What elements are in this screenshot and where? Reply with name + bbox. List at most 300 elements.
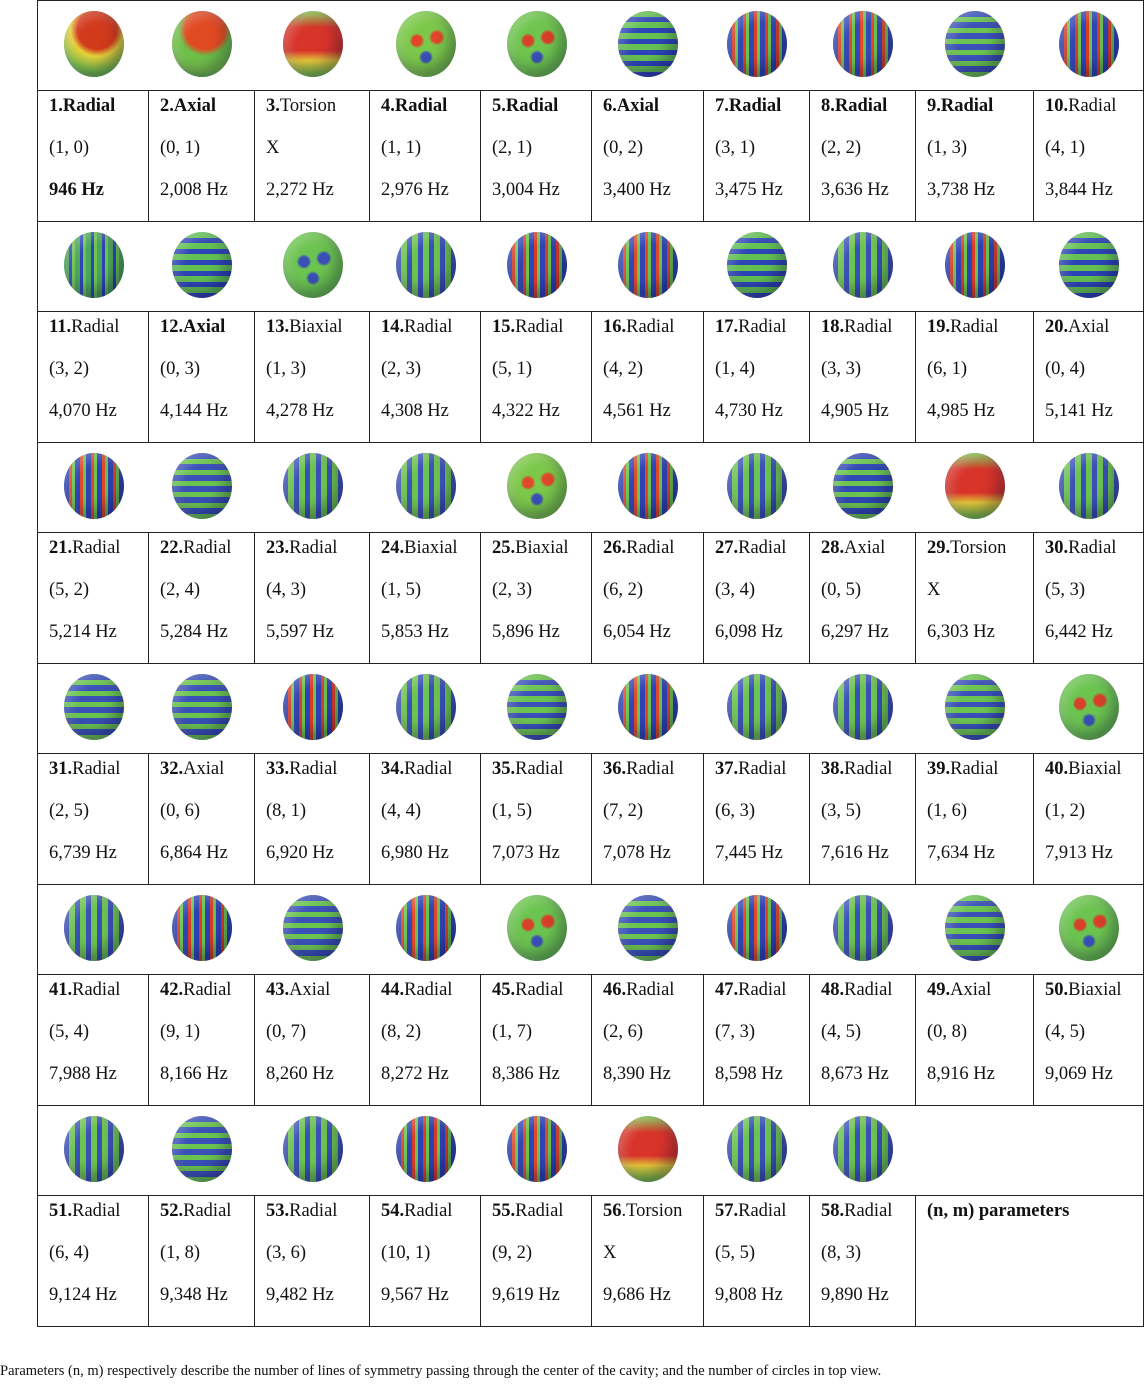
mode-shape-image: [945, 674, 1005, 740]
mode-frequency: 8,166 Hz: [160, 1064, 228, 1084]
mode-cell: [255, 975, 370, 1106]
mode-frequency: 6,864 Hz: [160, 843, 228, 863]
mode-parameters: (4, 5): [1045, 1022, 1086, 1042]
mode-frequency: 7,445 Hz: [715, 843, 783, 863]
mode-shape-image: [283, 453, 343, 519]
image-row: [38, 885, 1144, 975]
mode-cell: [1034, 533, 1144, 664]
mode-frequency: 9,619 Hz: [492, 1285, 560, 1305]
mode-title: [160, 754, 254, 796]
mode-frequency: 5,214 Hz: [49, 622, 117, 642]
mode-cell: [810, 533, 916, 664]
mode-title: [381, 754, 480, 796]
mode-cell: [810, 754, 916, 885]
mode-cell: [149, 754, 255, 885]
mode-cell: [38, 533, 149, 664]
mode-frequency: 9,124 Hz: [49, 1285, 117, 1305]
mode-shape-image-strip: [38, 1, 1144, 91]
mode-title: [715, 533, 809, 575]
mode-cell: [149, 312, 255, 443]
mode-shape-image: [507, 232, 567, 298]
mode-shape-image: [172, 1116, 232, 1182]
mode-cell: [592, 533, 704, 664]
mode-title: [821, 975, 915, 1017]
mode-shape-image: [618, 453, 678, 519]
mode-parameters: (0, 1): [160, 138, 201, 158]
mode-type: Radial: [738, 1201, 787, 1221]
mode-shape-image: [945, 453, 1005, 519]
mode-frequency: 9,567 Hz: [381, 1285, 449, 1305]
mode-frequency: 946 Hz: [49, 180, 104, 200]
mode-type: Radial: [834, 96, 888, 116]
mode-cell: [370, 533, 481, 664]
mode-frequency: 2,008 Hz: [160, 180, 228, 200]
mode-cell: [916, 533, 1034, 664]
mode-type: Radial: [844, 759, 893, 779]
mode-type: Radial: [1068, 96, 1117, 116]
mode-shapes-table: [37, 0, 1144, 1327]
mode-parameters: (8, 3): [821, 1243, 862, 1263]
image-row: [38, 222, 1144, 312]
mode-type: Radial: [515, 980, 564, 1000]
mode-shape-image: [507, 1116, 567, 1182]
mode-number: 9.: [927, 96, 941, 116]
mode-parameters: (0, 4): [1045, 359, 1086, 379]
mode-title: [266, 754, 369, 796]
mode-number: 18.: [821, 317, 845, 337]
mode-number: 23.: [266, 538, 290, 558]
mode-number: 47.: [715, 980, 739, 1000]
mode-type: Radial: [394, 96, 448, 116]
mode-shape-image: [1059, 674, 1119, 740]
mode-parameters: (5, 1): [492, 359, 533, 379]
mode-title: [492, 754, 591, 796]
mode-type: Radial: [71, 317, 120, 337]
mode-type: Radial: [404, 980, 453, 1000]
mode-cell: [149, 1196, 255, 1327]
mode-type: Radial: [505, 96, 559, 116]
mode-frequency: 8,386 Hz: [492, 1064, 560, 1084]
mode-parameters: (8, 2): [381, 1022, 422, 1042]
mode-number: 56: [603, 1201, 622, 1221]
mode-frequency: 6,054 Hz: [603, 622, 671, 642]
mode-type: Radial: [515, 317, 564, 337]
mode-number: 36.: [603, 759, 627, 779]
mode-type: Radial: [844, 1201, 893, 1221]
mode-frequency: 7,913 Hz: [1045, 843, 1113, 863]
mode-title: [927, 754, 1033, 796]
mode-cell: [370, 1196, 481, 1327]
mode-title: [160, 1196, 254, 1238]
mode-frequency: 4,308 Hz: [381, 401, 449, 421]
mode-number: 34.: [381, 759, 405, 779]
mode-number: 24.: [381, 538, 405, 558]
mode-shape-image: [396, 1116, 456, 1182]
mode-shape-image: [945, 11, 1005, 77]
mode-type: Radial: [404, 317, 453, 337]
mode-title: [49, 312, 148, 354]
mode-frequency: 9,069 Hz: [1045, 1064, 1113, 1084]
mode-number: 27.: [715, 538, 739, 558]
mode-shape-image: [172, 453, 232, 519]
mode-shape-image: [833, 453, 893, 519]
mode-cell: [704, 91, 810, 222]
mode-parameters: X: [266, 138, 280, 158]
mode-shape-image: [172, 895, 232, 961]
mode-number: 52.: [160, 1201, 184, 1221]
mode-cell: [592, 91, 704, 222]
mode-number: 26.: [603, 538, 627, 558]
mode-parameters: (4, 3): [266, 580, 307, 600]
mode-title: [160, 91, 254, 133]
mode-cell: [1034, 975, 1144, 1106]
mode-cell: [704, 533, 810, 664]
mode-frequency: 5,853 Hz: [381, 622, 449, 642]
mode-number: 38.: [821, 759, 845, 779]
image-row: [38, 1106, 1144, 1196]
mode-shape-image: [283, 1116, 343, 1182]
mode-shape-image: [618, 11, 678, 77]
mode-parameters: (1, 6): [927, 801, 968, 821]
mode-frequency: 3,636 Hz: [821, 180, 889, 200]
mode-number: 32.: [160, 759, 184, 779]
mode-type: Radial: [183, 1201, 232, 1221]
mode-frequency: 6,303 Hz: [927, 622, 995, 642]
mode-number: 40.: [1045, 759, 1069, 779]
mode-frequency: 7,073 Hz: [492, 843, 560, 863]
mode-cell: [916, 91, 1034, 222]
mode-title: [821, 312, 915, 354]
mode-frequency: 9,686 Hz: [603, 1285, 671, 1305]
mode-number: 1.: [49, 96, 63, 116]
mode-number: 37.: [715, 759, 739, 779]
mode-number: 42.: [160, 980, 184, 1000]
mode-shape-image: [618, 895, 678, 961]
mode-shape-image: [172, 674, 232, 740]
mode-title: [603, 91, 703, 133]
mode-title: [603, 754, 703, 796]
mode-number: 3.: [266, 96, 280, 116]
mode-shape-image: [507, 11, 567, 77]
mode-type: Biaxial: [404, 538, 458, 558]
mode-parameters: (5, 4): [49, 1022, 90, 1042]
mode-parameters: (3, 6): [266, 1243, 307, 1263]
mode-parameters: (2, 1): [492, 138, 533, 158]
mode-parameters: (6, 4): [49, 1243, 90, 1263]
mode-parameters: (4, 2): [603, 359, 644, 379]
mode-shape-image: [507, 895, 567, 961]
mode-number: 17.: [715, 317, 739, 337]
mode-shape-image: [833, 1116, 893, 1182]
mode-type: Radial: [1068, 538, 1117, 558]
mode-title: [492, 975, 591, 1017]
mode-frequency: 8,390 Hz: [603, 1064, 671, 1084]
mode-number: 51.: [49, 1201, 73, 1221]
mode-title: [49, 1196, 148, 1238]
mode-title: [266, 1196, 369, 1238]
mode-title: [49, 533, 148, 575]
mode-cell: [370, 312, 481, 443]
mode-cell: [481, 533, 592, 664]
mode-shape-image: [833, 674, 893, 740]
mode-parameters: (1, 4): [715, 359, 756, 379]
mode-cell: [38, 91, 149, 222]
mode-number: 19.: [927, 317, 951, 337]
mode-title: [715, 975, 809, 1017]
mode-type: Radial: [738, 317, 787, 337]
mode-parameters: (3, 4): [715, 580, 756, 600]
mode-cell: [1034, 312, 1144, 443]
mode-number: 10.: [1045, 96, 1069, 116]
mode-frequency: 2,976 Hz: [381, 180, 449, 200]
mode-title: [49, 975, 148, 1017]
mode-title: [381, 312, 480, 354]
mode-number: 39.: [927, 759, 951, 779]
mode-type: Radial: [844, 317, 893, 337]
mode-cell: [255, 312, 370, 443]
mode-type: Torsion: [950, 538, 1007, 558]
mode-type: Axial: [844, 538, 886, 558]
mode-frequency: 4,730 Hz: [715, 401, 783, 421]
mode-type: Axial: [183, 317, 226, 337]
image-row: [38, 1, 1144, 91]
mode-type: Radial: [289, 759, 338, 779]
mode-type: Radial: [738, 538, 787, 558]
mode-parameters: (9, 2): [492, 1243, 533, 1263]
mode-shape-image: [1059, 453, 1119, 519]
mode-type: Radial: [940, 96, 994, 116]
label-row: [38, 975, 1144, 1106]
mode-title: [927, 533, 1033, 575]
mode-shape-image: [727, 453, 787, 519]
mode-number: 31.: [49, 759, 73, 779]
mode-title: [266, 312, 369, 354]
mode-type: Biaxial: [289, 317, 343, 337]
mode-number: 28.: [821, 538, 845, 558]
legend-label: (n, m) parameters: [927, 1201, 1070, 1221]
mode-cell: [149, 975, 255, 1106]
mode-parameters: (1, 7): [492, 1022, 533, 1042]
mode-type: Radial: [626, 538, 675, 558]
mode-shape-image-strip: [38, 885, 1144, 975]
mode-type: Radial: [183, 980, 232, 1000]
mode-frequency: 9,482 Hz: [266, 1285, 334, 1305]
mode-type: Radial: [289, 538, 338, 558]
mode-number: 58.: [821, 1201, 845, 1221]
mode-cell: [704, 312, 810, 443]
mode-title: [603, 533, 703, 575]
mode-parameters: (3, 5): [821, 801, 862, 821]
mode-type: Axial: [289, 980, 331, 1000]
mode-title: [1045, 975, 1143, 1017]
mode-cell: [1034, 754, 1144, 885]
mode-shape-image: [64, 232, 124, 298]
mode-title: [49, 754, 148, 796]
mode-title: [715, 91, 809, 133]
mode-number: 35.: [492, 759, 516, 779]
mode-cell: [916, 312, 1034, 443]
mode-shape-image: [396, 11, 456, 77]
mode-cell: [370, 91, 481, 222]
mode-shape-image: [396, 232, 456, 298]
mode-frequency: 6,920 Hz: [266, 843, 334, 863]
mode-cell: [481, 754, 592, 885]
mode-title: [492, 1196, 591, 1238]
mode-shape-image: [618, 1116, 678, 1182]
mode-type: .Torsion: [621, 1201, 683, 1221]
mode-shape-image: [727, 232, 787, 298]
mode-number: 41.: [49, 980, 73, 1000]
mode-cell: [481, 975, 592, 1106]
mode-number: 22.: [160, 538, 184, 558]
mode-shape-image-strip: [38, 222, 1144, 312]
mode-number: 30.: [1045, 538, 1069, 558]
mode-shape-image: [283, 895, 343, 961]
mode-cell: [149, 533, 255, 664]
mode-shape-image: [283, 11, 343, 77]
mode-parameters: (10, 1): [381, 1243, 431, 1263]
mode-shape-image: [833, 11, 893, 77]
mode-type: Radial: [183, 538, 232, 558]
mode-parameters: (0, 5): [821, 580, 862, 600]
mode-cell: [255, 754, 370, 885]
mode-type: Axial: [616, 96, 660, 116]
mode-parameters: (5, 2): [49, 580, 90, 600]
mode-type: Radial: [62, 96, 116, 116]
mode-cell: [1034, 91, 1144, 222]
mode-number: 29.: [927, 538, 951, 558]
mode-number: 46.: [603, 980, 627, 1000]
mode-frequency: 5,284 Hz: [160, 622, 228, 642]
mode-type: Axial: [1068, 317, 1110, 337]
mode-number: 55.: [492, 1201, 516, 1221]
mode-title: [821, 91, 915, 133]
mode-title: [715, 1196, 809, 1238]
mode-shape-image: [618, 674, 678, 740]
mode-title: [715, 312, 809, 354]
mode-title: [49, 91, 148, 133]
mode-title: [821, 533, 915, 575]
mode-type: Radial: [728, 96, 782, 116]
mode-title: [492, 533, 591, 575]
label-row: [38, 91, 1144, 222]
mode-frequency: 8,598 Hz: [715, 1064, 783, 1084]
mode-parameters: (5, 5): [715, 1243, 756, 1263]
mode-parameters: (3, 1): [715, 138, 756, 158]
mode-title: [381, 91, 480, 133]
mode-type: Radial: [626, 980, 675, 1000]
mode-type: Biaxial: [1068, 759, 1122, 779]
mode-type: Radial: [738, 980, 787, 1000]
mode-frequency: 5,896 Hz: [492, 622, 560, 642]
mode-type: Axial: [950, 980, 992, 1000]
mode-parameters: (0, 8): [927, 1022, 968, 1042]
mode-parameters: (0, 2): [603, 138, 644, 158]
mode-frequency: 5,141 Hz: [1045, 401, 1113, 421]
mode-type: Radial: [626, 759, 675, 779]
mode-parameters: (0, 7): [266, 1022, 307, 1042]
mode-parameters: (2, 3): [492, 580, 533, 600]
mode-cell: [370, 975, 481, 1106]
mode-title: [821, 754, 915, 796]
mode-frequency: 3,844 Hz: [1045, 180, 1113, 200]
mode-type: Radial: [626, 317, 675, 337]
mode-number: 21.: [49, 538, 73, 558]
mode-frequency: 4,985 Hz: [927, 401, 995, 421]
mode-frequency: 3,738 Hz: [927, 180, 995, 200]
mode-parameters: (3, 3): [821, 359, 862, 379]
mode-number: 50.: [1045, 980, 1069, 1000]
mode-title: [492, 91, 591, 133]
mode-shape-image: [727, 674, 787, 740]
mode-shape-image: [64, 895, 124, 961]
label-row: [38, 533, 1144, 664]
mode-parameters: (2, 5): [49, 801, 90, 821]
mode-number: 33.: [266, 759, 290, 779]
mode-type: Biaxial: [1068, 980, 1122, 1000]
mode-shape-image-strip: [38, 664, 1144, 754]
mode-shape-image: [64, 11, 124, 77]
mode-title: [381, 975, 480, 1017]
mode-number: 6.: [603, 96, 617, 116]
mode-shape-image: [172, 11, 232, 77]
mode-frequency: 6,980 Hz: [381, 843, 449, 863]
mode-number: 7.: [715, 96, 729, 116]
mode-shape-image: [396, 674, 456, 740]
mode-shape-image: [1059, 11, 1119, 77]
mode-frequency: 8,272 Hz: [381, 1064, 449, 1084]
mode-shape-image: [1059, 895, 1119, 961]
image-row: [38, 664, 1144, 754]
mode-parameters: (4, 4): [381, 801, 422, 821]
mode-number: 2.: [160, 96, 174, 116]
mode-cell: [255, 91, 370, 222]
mode-title: [1045, 533, 1143, 575]
mode-frequency: 7,988 Hz: [49, 1064, 117, 1084]
mode-title: [603, 312, 703, 354]
mode-number: 13.: [266, 317, 290, 337]
mode-cell: [481, 1196, 592, 1327]
mode-type: Axial: [173, 96, 217, 116]
mode-frequency: 7,078 Hz: [603, 843, 671, 863]
mode-title: [266, 91, 369, 133]
mode-number: 45.: [492, 980, 516, 1000]
mode-type: Radial: [72, 1201, 121, 1221]
mode-number: 4.: [381, 96, 395, 116]
mode-frequency: 6,442 Hz: [1045, 622, 1113, 642]
mode-parameters: (6, 1): [927, 359, 968, 379]
table-caption: Parameters (n, m) respectively describe the number of lines of symmetry passing through the center of the cavity; and the number of circles in top view.: [0, 1363, 882, 1379]
mode-shape-image: [172, 232, 232, 298]
mode-parameters: (7, 2): [603, 801, 644, 821]
mode-number: 20.: [1045, 317, 1069, 337]
mode-cell: [38, 1196, 149, 1327]
mode-cell: [704, 754, 810, 885]
label-row: [38, 754, 1144, 885]
mode-shape-image: [945, 232, 1005, 298]
mode-parameters: (8, 1): [266, 801, 307, 821]
label-row: [38, 1196, 1144, 1327]
mode-type: Radial: [72, 538, 121, 558]
mode-frequency: 9,890 Hz: [821, 1285, 889, 1305]
mode-frequency: 8,916 Hz: [927, 1064, 995, 1084]
mode-cell: [916, 975, 1034, 1106]
mode-type: Radial: [404, 759, 453, 779]
mode-title: [927, 975, 1033, 1017]
mode-title: [160, 312, 254, 354]
mode-cell: [38, 975, 149, 1106]
mode-number: 54.: [381, 1201, 405, 1221]
